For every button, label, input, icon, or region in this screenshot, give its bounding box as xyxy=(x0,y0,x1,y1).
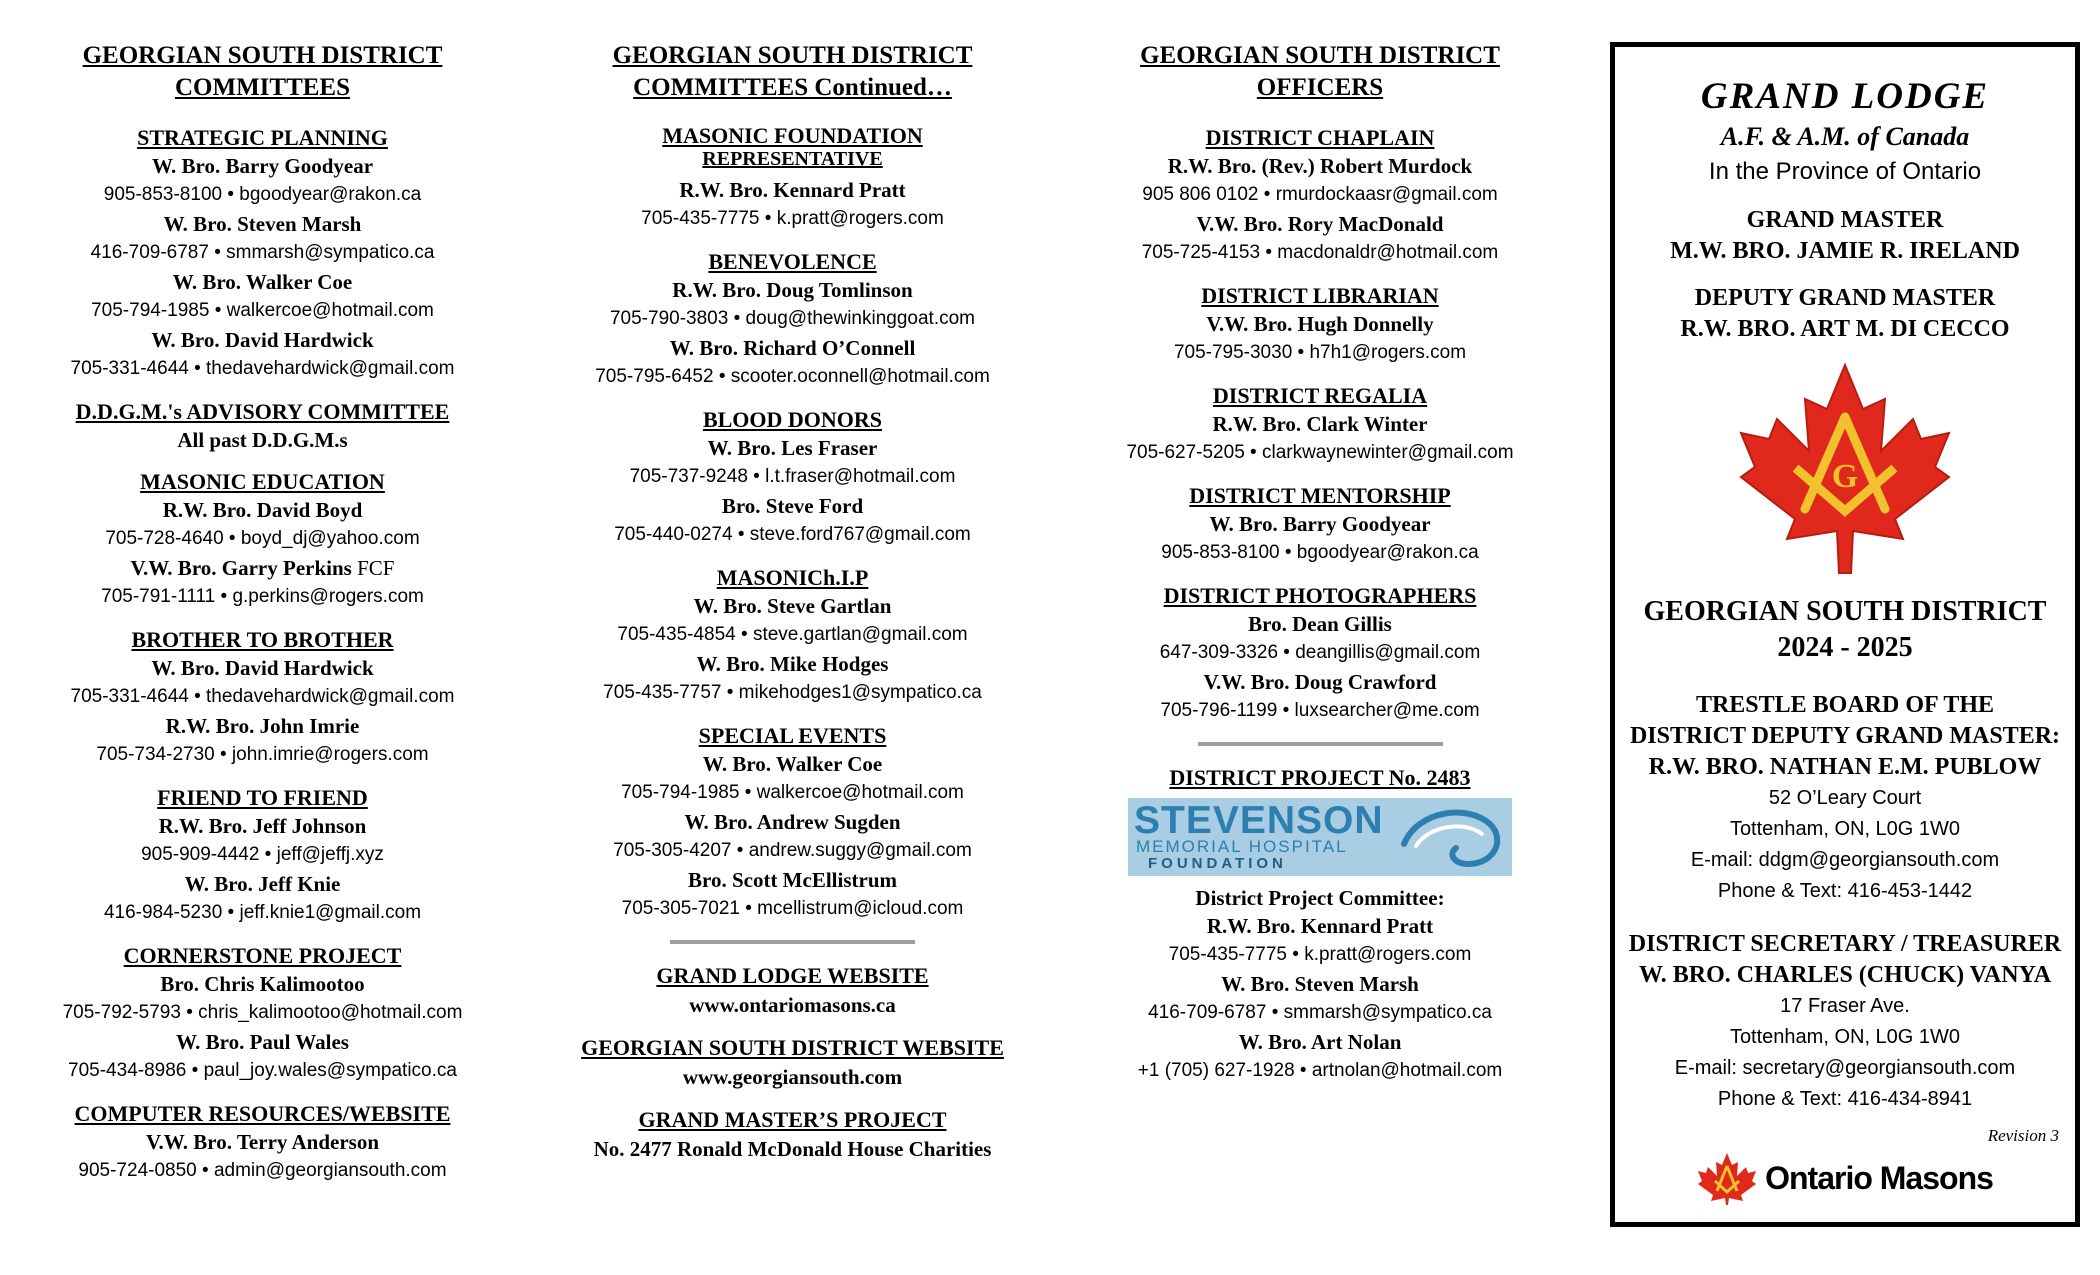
column-title-line: GEORGIAN SOUTH DISTRICT xyxy=(1140,42,1500,69)
member-contact: 705-728-4640 • boyd_dj@yahoo.com xyxy=(105,528,420,549)
section-masonic-education xyxy=(20,468,505,612)
ontario-masons-text: Ontario Masons xyxy=(1765,1159,1993,1196)
ddgm-email[interactable]: E-mail: ddgm@georgiansouth.com xyxy=(1690,849,2000,871)
section-title: BROTHER TO BROTHER xyxy=(131,627,394,652)
section-district-regalia xyxy=(1080,382,1560,468)
trestle-board-line: TRESTLE BOARD OF THE xyxy=(1695,692,1995,718)
section-title: DISTRICT CHAPLAIN xyxy=(1205,125,1435,150)
stevenson-foundation-logo xyxy=(1128,798,1512,876)
grand-master-name: M.W. BRO. JAMIE R. IRELAND xyxy=(1670,238,2020,264)
district-name: GEORGIAN SOUTH DISTRICT xyxy=(1643,596,2047,627)
member-contact: 416-709-6787 • smmarsh@sympatico.ca xyxy=(90,242,435,263)
member-name: W. Bro. David Hardwick xyxy=(151,656,374,680)
section-title: GRAND MASTER’S PROJECT xyxy=(638,1107,947,1132)
section-title: MASONIC EDUCATION xyxy=(140,469,385,494)
member-contact: 705-305-4207 • andrew.suggy@gmail.com xyxy=(613,840,972,861)
member-name: W. Bro. Andrew Sugden xyxy=(684,810,901,834)
column-title-line: OFFICERS xyxy=(1256,74,1384,101)
section-title: MASONICh.I.P xyxy=(716,565,869,590)
member-name: Bro. Scott McEllistrum xyxy=(688,868,897,892)
section-district-mentorship xyxy=(1080,482,1560,568)
member-contact: 705-435-7775 • k.pratt@rogers.com xyxy=(1168,944,1472,965)
section-computer-resources xyxy=(20,1100,505,1186)
section-district-chaplain xyxy=(1080,124,1560,268)
member-name xyxy=(20,554,505,582)
column-title xyxy=(1080,40,1560,104)
divider xyxy=(1198,742,1443,746)
ddgm-address: 52 O’Leary Court xyxy=(1768,787,1922,809)
member-name: W. Bro. Walker Coe xyxy=(702,752,883,776)
member-contact: 705-792-5793 • chris_kalimootoo@hotmail.com xyxy=(62,1002,463,1023)
member-name: W. Bro. Mike Hodges xyxy=(696,652,889,676)
member-contact: 705-795-6452 • scooter.oconnell@hotmail.com xyxy=(595,366,990,387)
section-title: MASONIC FOUNDATION xyxy=(662,123,923,148)
logo-name: STEVENSON xyxy=(1134,799,1384,842)
province-line: In the Province of Ontario xyxy=(1708,158,1982,185)
member-name: R.W. Bro. Kennard Pratt xyxy=(679,178,906,202)
section-title: GRAND LODGE WEBSITE xyxy=(656,963,929,988)
member-contact: 905-724-0850 • admin@georgiansouth.com xyxy=(78,1160,447,1181)
member-contact: 705-435-7775 • k.pratt@rogers.com xyxy=(641,208,944,229)
member-contact: 416-709-6787 • smmarsh@sympatico.ca xyxy=(1148,1002,1492,1023)
ddgm-phone: Phone & Text: 416-453-1442 xyxy=(1717,880,1973,902)
member-contact: 416-984-5230 • jeff.knie1@gmail.com xyxy=(103,902,422,923)
section-district-project xyxy=(1080,764,1560,1086)
member-name: W. Bro. Les Fraser xyxy=(707,436,878,460)
section-title: DISTRICT PHOTOGRAPHERS xyxy=(1163,583,1477,608)
column-title-line: COMMITTEES xyxy=(174,74,351,101)
member-name: R.W. Bro. (Rev.) Robert Murdock xyxy=(1167,154,1473,178)
column-title xyxy=(20,40,505,104)
section-title: DISTRICT MENTORSHIP xyxy=(1189,483,1451,508)
member-name: W. Bro. Barry Goodyear xyxy=(151,154,374,178)
wave-icon xyxy=(1398,804,1508,870)
member-contact: 705-331-4644 • thedavehardwick@gmail.com xyxy=(70,358,455,379)
section-blood-donors xyxy=(545,406,1040,550)
maple-leaf-icon xyxy=(1697,1151,1757,1205)
section-friend-to-friend xyxy=(20,784,505,928)
district-years: 2024 - 2025 xyxy=(1777,632,1913,663)
section-title: DISTRICT REGALIA xyxy=(1212,383,1428,408)
section-title: BENEVOLENCE xyxy=(708,249,877,274)
member-contact: 705-627-5205 • clarkwaynewinter@gmail.com xyxy=(1126,442,1514,463)
grand-lodge-subtitle: A.F. & A.M. of Canada xyxy=(1720,122,1970,151)
member-name: W. Bro. Richard O’Connell xyxy=(669,336,916,360)
member-name: W. Bro. Steven Marsh xyxy=(163,212,362,236)
secretary-name: W. BRO. CHARLES (CHUCK) VANYA xyxy=(1638,962,2052,988)
column-title xyxy=(545,40,1040,104)
member-name: W. Bro. Steven Marsh xyxy=(1221,972,1419,996)
section-cornerstone-project xyxy=(20,942,505,1086)
member-name: W. Bro. Steve Gartlan xyxy=(693,594,892,618)
secretary-address: Tottenham, ON, L0G 1W0 xyxy=(1729,1026,1961,1048)
grand-master-block xyxy=(1615,205,2075,267)
member-contact: 705-737-9248 • l.t.fraser@hotmail.com xyxy=(629,466,956,487)
ddgm-name: R.W. BRO. NATHAN E.M. PUBLOW xyxy=(1648,754,2042,780)
member-contact: 705-440-0274 • steve.ford767@gmail.com xyxy=(614,524,971,545)
section-district-librarian xyxy=(1080,282,1560,368)
secretary-label: DISTRICT SECRETARY / TREASURER xyxy=(1628,931,2062,957)
section-special-events xyxy=(545,722,1040,924)
member-name: V.W. Bro. Hugh Donnelly xyxy=(1206,312,1434,336)
section-note: All past D.D.G.M.s xyxy=(177,428,348,452)
member-contact: 705-435-7757 • mikehodges1@sympatico.ca xyxy=(603,682,982,703)
committees-continued-column xyxy=(545,40,1040,1178)
column-title-line: COMMITTEES Continued… xyxy=(633,74,952,101)
ontario-masons-logo xyxy=(1615,1151,2075,1205)
member-name: R.W. Bro. Jeff Johnson xyxy=(158,814,367,838)
member-contact: 705-434-8986 • paul_joy.wales@sympatico.ca xyxy=(68,1060,457,1081)
section-title: COMPUTER RESOURCES/WEBSITE xyxy=(74,1101,451,1126)
section-district-website xyxy=(545,1034,1040,1092)
svg-text:G: G xyxy=(1831,458,1859,495)
logo-subtitle: FOUNDATION xyxy=(1148,855,1287,872)
logo-subtitle: MEMORIAL HOSPITAL xyxy=(1136,837,1348,856)
member-name: R.W. Bro. Doug Tomlinson xyxy=(672,278,913,302)
column-title-line: GEORGIAN SOUTH DISTRICT xyxy=(612,42,973,69)
section-grand-masters-project xyxy=(545,1106,1040,1164)
member-name: V.W. Bro. Doug Crawford xyxy=(1203,670,1437,694)
member-contact: 705-791-1111 • g.perkins@rogers.com xyxy=(101,586,424,607)
member-name: V.W. Bro. Terry Anderson xyxy=(146,1130,379,1154)
section-grand-lodge-website xyxy=(545,962,1040,1020)
cover-panel xyxy=(1610,42,2080,1227)
grand-lodge-title: GRAND LODGE xyxy=(1700,76,1990,117)
member-name: R.W. Bro. David Boyd xyxy=(162,498,363,522)
deputy-grand-master-block xyxy=(1615,283,2075,345)
committee-label: District Project Committee: xyxy=(1195,886,1445,910)
member-name: Bro. Steve Ford xyxy=(721,494,864,518)
section-district-photographers xyxy=(1080,582,1560,726)
member-name: R.W. Bro. Kennard Pratt xyxy=(1206,914,1434,938)
member-contact: 705-725-4153 • macdonaldr@hotmail.com xyxy=(1141,242,1499,263)
section-masonic-foundation xyxy=(545,124,1040,234)
officers-column xyxy=(1080,40,1560,1100)
member-contact: 705-435-4854 • steve.gartlan@gmail.com xyxy=(617,624,968,645)
member-name: R.W. Bro. John Imrie xyxy=(165,714,360,738)
member-name: W. Bro. Art Nolan xyxy=(1238,1030,1402,1054)
deputy-grand-master-label: DEPUTY GRAND MASTER xyxy=(1694,285,1996,311)
member-contact: 705-796-1199 • luxsearcher@me.com xyxy=(1160,700,1480,721)
column-title-line: GEORGIAN SOUTH DISTRICT xyxy=(82,42,443,69)
section-title: CORNERSTONE PROJECT xyxy=(123,943,402,968)
ddgm-address: Tottenham, ON, L0G 1W0 xyxy=(1729,818,1961,840)
divider xyxy=(670,940,915,944)
section-title: FRIEND TO FRIEND xyxy=(157,785,368,810)
secretary-email[interactable]: E-mail: secretary@georgiansouth.com xyxy=(1674,1057,2016,1079)
district-block xyxy=(1615,594,2075,666)
website-link[interactable]: www.georgiansouth.com xyxy=(682,1065,903,1089)
section-title: BLOOD DONORS xyxy=(702,407,883,432)
section-subtitle: REPRESENTATIVE xyxy=(702,148,883,170)
member-name: W. Bro. David Hardwick xyxy=(151,328,374,352)
section-title: D.D.G.M.'s ADVISORY COMMITTEE xyxy=(75,399,450,424)
member-contact: 647-309-3326 • deangillis@gmail.com xyxy=(1159,642,1481,663)
section-title: STRATEGIC PLANNING xyxy=(137,125,388,150)
project-name: No. 2477 Ronald McDonald House Charities xyxy=(593,1137,992,1161)
member-contact: 705-734-2730 • john.imrie@rogers.com xyxy=(96,744,429,765)
section-masonic-chip xyxy=(545,564,1040,708)
trestle-board-line: DISTRICT DEPUTY GRAND MASTER: xyxy=(1629,723,2061,749)
grand-master-label: GRAND MASTER xyxy=(1746,207,1944,233)
member-name: V.W. Bro. Rory MacDonald xyxy=(1196,212,1444,236)
secretary-address: 17 Fraser Ave. xyxy=(1780,995,1910,1017)
member-contact: 705-794-1985 • walkercoe@hotmail.com xyxy=(91,300,434,321)
section-title: DISTRICT LIBRARIAN xyxy=(1201,283,1439,308)
member-suffix: FCF xyxy=(351,556,395,580)
maple-leaf-square-compass-icon xyxy=(1615,359,2075,584)
member-name: R.W. Bro. Clark Winter xyxy=(1212,412,1428,436)
member-name: Bro. Chris Kalimootoo xyxy=(160,972,365,996)
member-contact: 905 806 0102 • rmurdockaasr@gmail.com xyxy=(1142,184,1498,205)
member-contact: 705-794-1985 • walkercoe@hotmail.com xyxy=(621,782,964,803)
section-title: DISTRICT PROJECT No. 2483 xyxy=(1169,765,1471,790)
revision-label: Revision 3 xyxy=(1987,1126,2059,1145)
section-advisory-committee xyxy=(20,398,505,454)
member-name: W. Bro. Barry Goodyear xyxy=(1209,512,1431,536)
member-contact: 905-853-8100 • bgoodyear@rakon.ca xyxy=(103,184,422,205)
committees-column xyxy=(20,40,505,1200)
secretary-phone: Phone & Text: 416-434-8941 xyxy=(1717,1088,1973,1110)
section-benevolence xyxy=(545,248,1040,392)
deputy-grand-master-name: R.W. BRO. ART M. DI CECCO xyxy=(1680,316,2010,342)
member-contact: 905-853-8100 • bgoodyear@rakon.ca xyxy=(1161,542,1479,563)
member-contact: 705-305-7021 • mcellistrum@icloud.com xyxy=(621,898,964,919)
member-contact: 705-790-3803 • doug@thewinkinggoat.com xyxy=(609,308,976,329)
section-title: GEORGIAN SOUTH DISTRICT WEBSITE xyxy=(581,1035,1004,1060)
member-name: Bro. Dean Gillis xyxy=(1248,612,1392,636)
member-name-text: V.W. Bro. Garry Perkins xyxy=(130,556,352,580)
section-strategic-planning xyxy=(20,124,505,384)
member-contact: 705-795-3030 • h7h1@rogers.com xyxy=(1173,342,1467,363)
member-name: W. Bro. Walker Coe xyxy=(172,270,353,294)
member-name: W. Bro. Jeff Knie xyxy=(184,872,341,896)
member-contact: 905-909-4442 • jeff@jeffj.xyz xyxy=(141,844,384,865)
secretary-block xyxy=(1615,929,2075,1115)
website-link[interactable]: www.ontariomasons.ca xyxy=(689,993,896,1017)
member-contact: +1 (705) 627-1928 • artnolan@hotmail.com xyxy=(1137,1060,1503,1081)
ddgm-block xyxy=(1615,690,2075,907)
member-name: W. Bro. Paul Wales xyxy=(176,1030,349,1054)
section-title: SPECIAL EVENTS xyxy=(698,723,887,748)
member-contact: 705-331-4644 • thedavehardwick@gmail.com xyxy=(70,686,455,707)
section-brother-to-brother xyxy=(20,626,505,770)
